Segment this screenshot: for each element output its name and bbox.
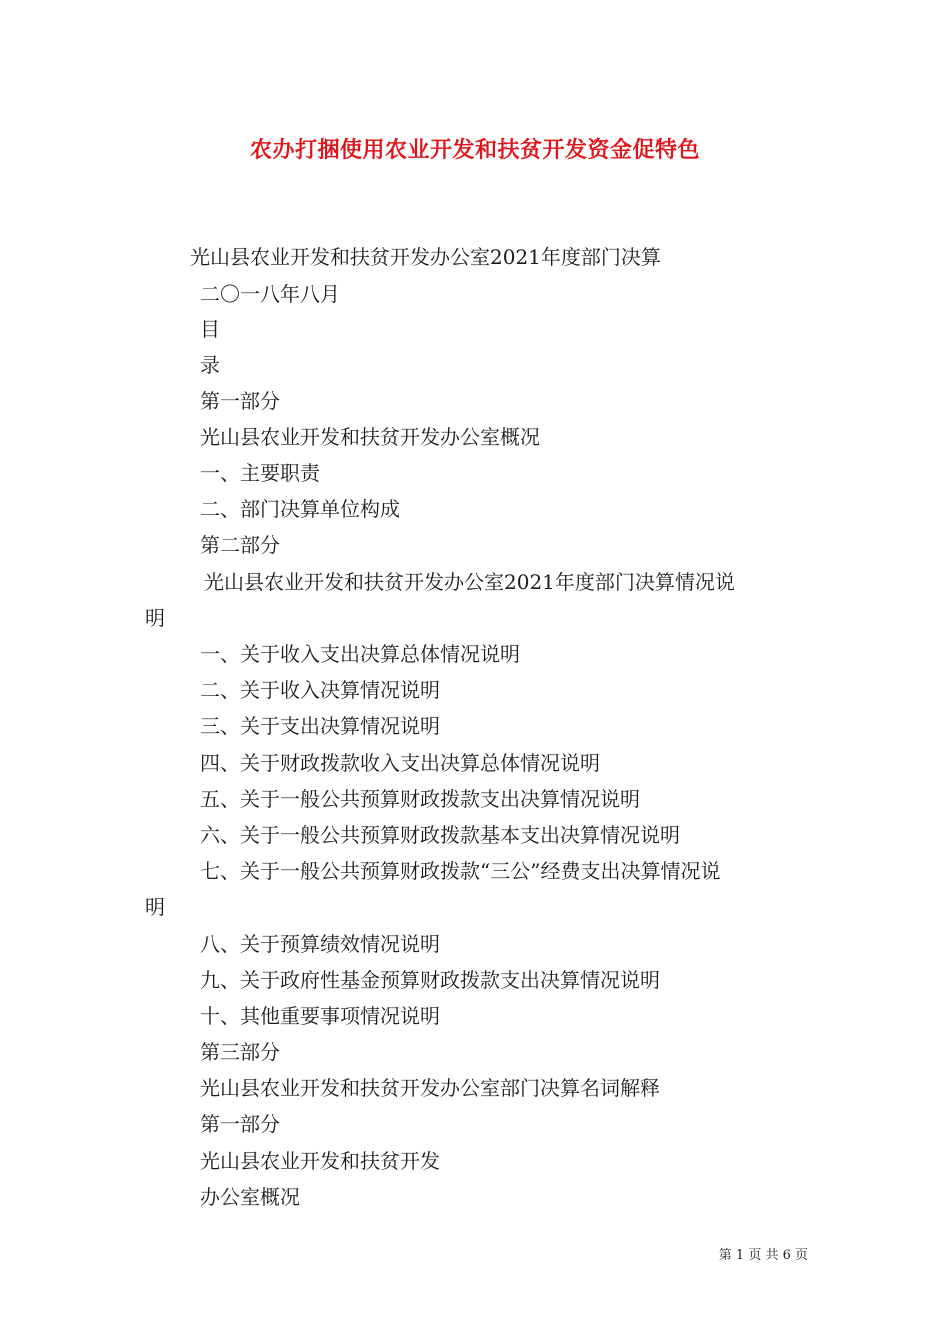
body-line: 四、关于财政拨款收入支出决算总体情况说明: [200, 751, 600, 775]
body-line: 光山县农业开发和扶贫开发办公室概况: [200, 425, 540, 449]
body-line: 光山县农业开发和扶贫开发办公室部门决算名词解释: [200, 1076, 660, 1100]
body-line: 一、主要职责: [200, 461, 320, 485]
body-line: 办公室概况: [200, 1185, 300, 1209]
body-line: 第一部分: [200, 1112, 280, 1136]
body-line: 光山县农业开发和扶贫开发: [200, 1149, 440, 1173]
body-line: 二〇一八年八月: [200, 282, 340, 306]
body-line: 八、关于预算绩效情况说明: [200, 932, 440, 956]
document-title: 农办打捆使用农业开发和扶贫开发资金促特色: [249, 137, 700, 163]
body-line: 录: [200, 353, 220, 377]
page-number: 第 1 页 共 6 页: [718, 1248, 808, 1263]
body-line: 九、关于政府性基金预算财政拨款支出决算情况说明: [200, 968, 660, 992]
body-line: 光山县农业开发和扶贫开发办公室2021年度部门决算: [190, 245, 661, 269]
body-line: 明: [145, 606, 165, 630]
body-line: 七、关于一般公共预算财政拨款“三公”经费支出决算情况说: [200, 859, 721, 883]
body-line: 十、其他重要事项情况说明: [200, 1004, 440, 1028]
body-line: 五、关于一般公共预算财政拨款支出决算情况说明: [200, 787, 640, 811]
body-line: 目: [200, 317, 220, 341]
body-line: 三、关于支出决算情况说明: [200, 714, 440, 738]
body-line: 第一部分: [200, 389, 280, 413]
body-line: 二、部门决算单位构成: [200, 497, 400, 521]
body-line: 六、关于一般公共预算财政拨款基本支出决算情况说明: [200, 823, 680, 847]
body-line: 明: [145, 895, 165, 919]
body-line: 二、关于收入决算情况说明: [200, 678, 440, 702]
body-line: 一、关于收入支出决算总体情况说明: [200, 642, 520, 666]
body-line: 第三部分: [200, 1040, 280, 1064]
body-line: 光山县农业开发和扶贫开发办公室2021年度部门决算情况说: [204, 570, 735, 594]
body-line: 第二部分: [200, 533, 280, 557]
